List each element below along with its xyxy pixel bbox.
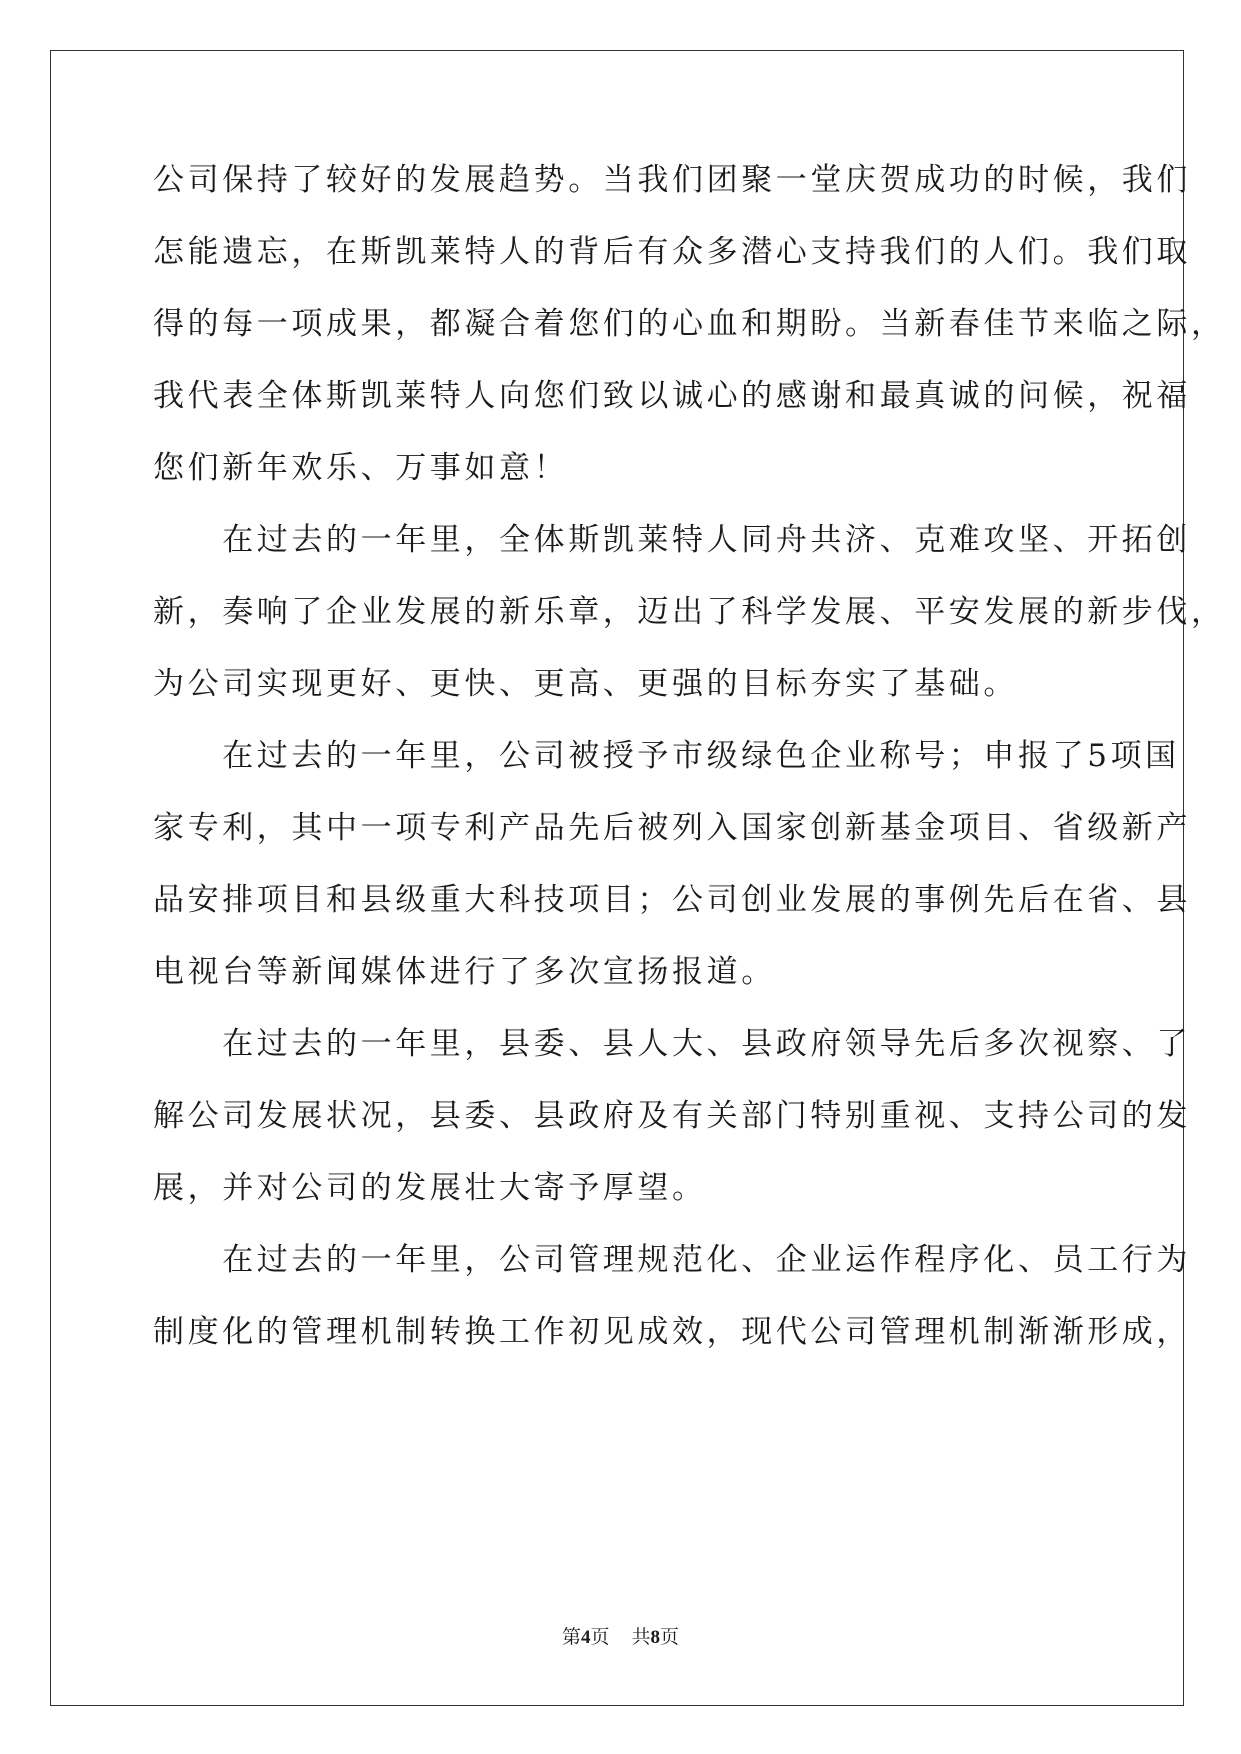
footer-page-unit: 页 xyxy=(590,1627,610,1648)
footer-total-prefix: 共 xyxy=(631,1627,651,1648)
text-line: 在过去的一年里，公司管理规范化、企业运作程序化、员工行为 xyxy=(153,1242,1191,1278)
text-line: 得的每一项成果，都凝合着您们的心血和期盼。当新春佳节来临之际， xyxy=(153,306,1226,342)
text-line: 怎能遗忘，在斯凯莱特人的背后有众多潜心支持我们的人们。我们取 xyxy=(153,234,1191,270)
text-line: 您们新年欢乐、万事如意！ xyxy=(153,450,569,486)
text-line: 家专利，其中一项专利产品先后被列入国家创新基金项目、省级新产 xyxy=(153,810,1191,846)
text-line: 制度化的管理机制转换工作初见成效，现代公司管理机制渐渐形成， xyxy=(153,1314,1191,1350)
page-footer xyxy=(0,1622,1241,1649)
total-pages-number: 8 xyxy=(650,1627,661,1648)
text-line: 新，奏响了企业发展的新乐章，迈出了科学发展、平安发展的新步伐， xyxy=(153,594,1226,630)
text-line: 在过去的一年里，公司被授予市级绿色企业称号；申报了5项国 xyxy=(153,738,1180,774)
text-line: 我代表全体斯凯莱特人向您们致以诚心的感谢和最真诚的问候，祝福 xyxy=(153,378,1191,414)
footer-prefix: 第 xyxy=(561,1627,581,1648)
text-line: 解公司发展状况，县委、县政府及有关部门特别重视、支持公司的发 xyxy=(153,1098,1191,1134)
page-border xyxy=(50,50,1184,1706)
text-line: 公司保持了较好的发展趋势。当我们团聚一堂庆贺成功的时候，我们 xyxy=(153,162,1191,198)
text-line: 品安排项目和县级重大科技项目；公司创业发展的事例先后在省、县 xyxy=(153,882,1191,918)
text-line: 电视台等新闻媒体进行了多次宣扬报道。 xyxy=(153,954,776,990)
footer-total-unit: 页 xyxy=(660,1627,680,1648)
text-line: 在过去的一年里，全体斯凯莱特人同舟共济、克难攻坚、开拓创 xyxy=(153,522,1191,558)
text-line: 展，并对公司的发展壮大寄予厚望。 xyxy=(153,1170,707,1206)
text-line: 为公司实现更好、更快、更高、更强的目标夯实了基础。 xyxy=(153,666,1018,702)
text-line: 在过去的一年里，县委、县人大、县政府领导先后多次视察、了 xyxy=(153,1026,1191,1062)
current-page-number: 4 xyxy=(580,1627,591,1648)
